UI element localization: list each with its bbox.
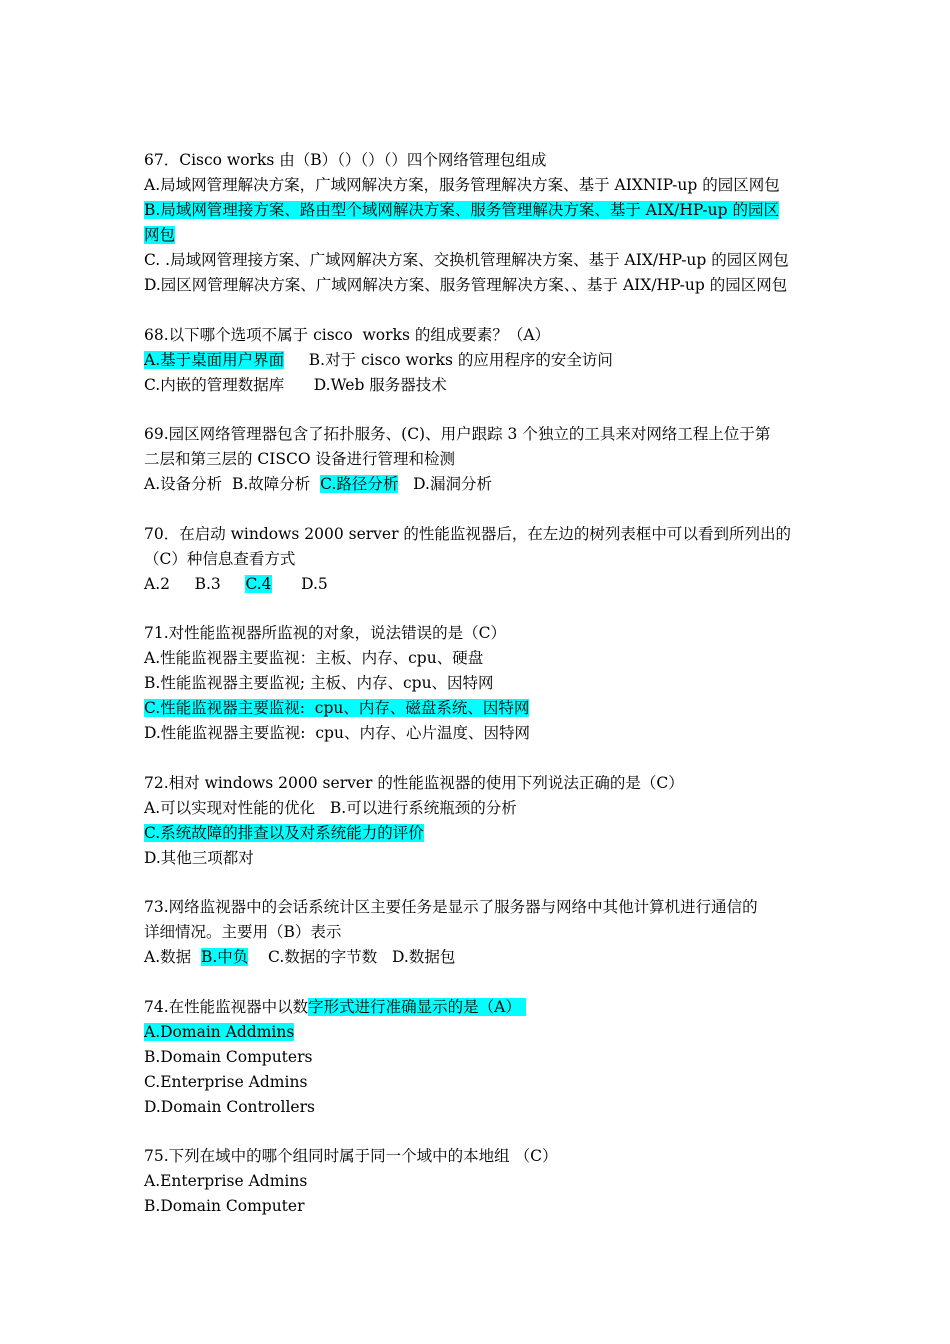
- answer-option-line: [144, 796, 808, 821]
- text-segment: A.局域网管理解决方案，广域网解决方案，服务管理解决方案、基于 AIXNIP-up 的园区网包: [144, 176, 780, 194]
- text-segment: 69.园区网络管理器包含了拓扑服务、(C)、用户跟踪 3 个独立的工具来对网络工程上位于第: [144, 425, 771, 443]
- text-segment: 74.在性能监视器中以数: [144, 997, 309, 1016]
- highlighted-text: A.Domain Addmins: [144, 1022, 295, 1041]
- text-segment: B.对于 cisco works 的应用程序的安全访问: [284, 350, 613, 369]
- text-segment: 详细情况。主要用（B）表示: [144, 923, 342, 941]
- question-stem-line: [144, 422, 808, 447]
- highlighted-text: C.路径分析: [320, 475, 399, 493]
- question-spacer: [144, 746, 808, 771]
- text-segment: A.性能监视器主要监视：主板、内存、cpu、硬盘: [144, 649, 484, 667]
- question-stem-line: [144, 895, 808, 920]
- answer-option-line: [144, 1020, 808, 1045]
- answer-option-line: [144, 472, 808, 497]
- highlighted-text: 网包: [144, 226, 176, 244]
- highlighted-text: A.基于桌面用户界面: [144, 350, 285, 369]
- text-segment: A.Enterprise Admins: [144, 1172, 308, 1190]
- question-stem-line: [144, 621, 808, 646]
- answer-option-line: [144, 447, 808, 472]
- text-segment: D.性能监视器主要监视: cpu、内存、心片温度、因特网: [144, 724, 530, 742]
- text-segment: D.5: [271, 574, 328, 593]
- answer-option-line: [144, 1095, 808, 1120]
- question-spacer: [144, 298, 808, 323]
- question-stem-line: [144, 771, 808, 796]
- text-segment: A.2 B.3: [144, 574, 246, 593]
- text-segment: 71.对性能监视器所监视的对象，说法错误的是（C）: [144, 624, 507, 642]
- answer-option-line: [144, 920, 808, 945]
- answer-option-line: [144, 173, 808, 198]
- highlighted-text: C.性能监视器主要监视: cpu、内存、磁盘系统、因特网: [144, 699, 530, 717]
- highlighted-text: B.局域网管理接方案、路由型个域网解决方案、服务管理解决方案、基于 AIX/HP-up 的园区: [144, 201, 779, 219]
- answer-option-line: [144, 273, 808, 298]
- text-segment: D.园区网管理解决方案、广域网解决方案、服务管理解决方案、、基于 AIX/HP-up 的园区网包: [144, 276, 788, 294]
- text-segment: A.数据: [144, 948, 201, 966]
- text-segment: 67．Cisco works 由（B）（）（）（）四个网络管理包组成: [144, 151, 547, 169]
- highlighted-text: 字形式进行准确显示的是（A）: [308, 997, 526, 1016]
- question-block: [144, 995, 808, 1120]
- question-spacer: [144, 398, 808, 423]
- question-spacer: [144, 1120, 808, 1145]
- text-segment: （C）种信息查看方式: [144, 549, 296, 568]
- answer-option-line: [144, 373, 808, 398]
- answer-option-line: [144, 348, 808, 373]
- text-segment: D.Domain Controllers: [144, 1097, 315, 1116]
- answer-option-line: [144, 1169, 808, 1194]
- answer-option-line: [144, 198, 808, 223]
- question-block: [144, 148, 808, 298]
- text-segment: 75.下列在域中的哪个组同时属于同一个域中的本地组 （C）: [144, 1147, 558, 1165]
- text-segment: B.性能监视器主要监视; 主板、内存、cpu、因特网: [144, 674, 494, 692]
- question-block: [144, 621, 808, 746]
- question-spacer: [144, 871, 808, 896]
- text-segment: C.数据的字节数 D.数据包: [248, 948, 456, 966]
- answer-option-line: [144, 696, 808, 721]
- answer-option-line: [144, 821, 808, 846]
- question-stem-line: [144, 323, 808, 348]
- question-spacer: [144, 597, 808, 622]
- question-block: [144, 771, 808, 871]
- question-spacer: [144, 497, 808, 522]
- answer-option-line: [144, 223, 808, 248]
- question-block: [144, 323, 808, 398]
- text-segment: C. .局域网管理接方案、广域网解决方案、交换机管理解决方案、基于 AIX/HP-up 的园区网包: [144, 251, 789, 269]
- question-block: [144, 422, 808, 497]
- text-segment: 二层和第三层的 CISCO 设备进行管理和检测: [144, 450, 456, 468]
- question-block: [144, 895, 808, 970]
- answer-option-line: [144, 1045, 808, 1070]
- text-segment: B.Domain Computers: [144, 1047, 313, 1066]
- text-segment: 70．在启动 windows 2000 server 的性能监视器后，在左边的树列表框中可以看到所列出的: [144, 524, 791, 543]
- question-stem-line: [144, 148, 808, 173]
- highlighted-text: C.4: [245, 574, 272, 593]
- answer-option-line: [144, 945, 808, 970]
- answer-option-line: [144, 646, 808, 671]
- question-block: [144, 522, 808, 597]
- question-stem-line: [144, 522, 808, 547]
- highlighted-text: B.中负: [200, 948, 249, 966]
- answer-option-line: [144, 721, 808, 746]
- text-segment: B.Domain Computer: [144, 1197, 305, 1215]
- answer-option-line: [144, 846, 808, 871]
- answer-option-line: [144, 1070, 808, 1095]
- text-segment: C.内嵌的管理数据库 D.Web 服务器技术: [144, 375, 447, 394]
- text-segment: D.漏洞分析: [398, 475, 492, 493]
- text-segment: A.可以实现对性能的优化 B.可以进行系统瓶颈的分析: [144, 798, 517, 817]
- answer-option-line: [144, 572, 808, 597]
- text-segment: 68.以下哪个选项不属于 cisco works 的组成要素？（A）: [144, 325, 551, 344]
- text-segment: 73.网络监视器中的会话系统计区主要任务是显示了服务器与网络中其他计算机进行通信的: [144, 898, 758, 916]
- text-segment: 72.相对 windows 2000 server 的性能监视器的使用下列说法正确的是（C）: [144, 773, 684, 792]
- question-list: [144, 148, 808, 1219]
- highlighted-text: C.系统故障的排查以及对系统能力的评价: [144, 823, 424, 842]
- text-segment: C.Enterprise Admins: [144, 1072, 308, 1091]
- question-stem-line: [144, 1144, 808, 1169]
- answer-option-line: [144, 547, 808, 572]
- text-segment: A.设备分析 B.故障分析: [144, 475, 321, 493]
- question-spacer: [144, 970, 808, 995]
- question-block: [144, 1144, 808, 1219]
- answer-option-line: [144, 1194, 808, 1219]
- question-stem-line: [144, 995, 808, 1020]
- answer-option-line: [144, 671, 808, 696]
- answer-option-line: [144, 248, 808, 273]
- text-segment: D.其他三项都对: [144, 848, 254, 867]
